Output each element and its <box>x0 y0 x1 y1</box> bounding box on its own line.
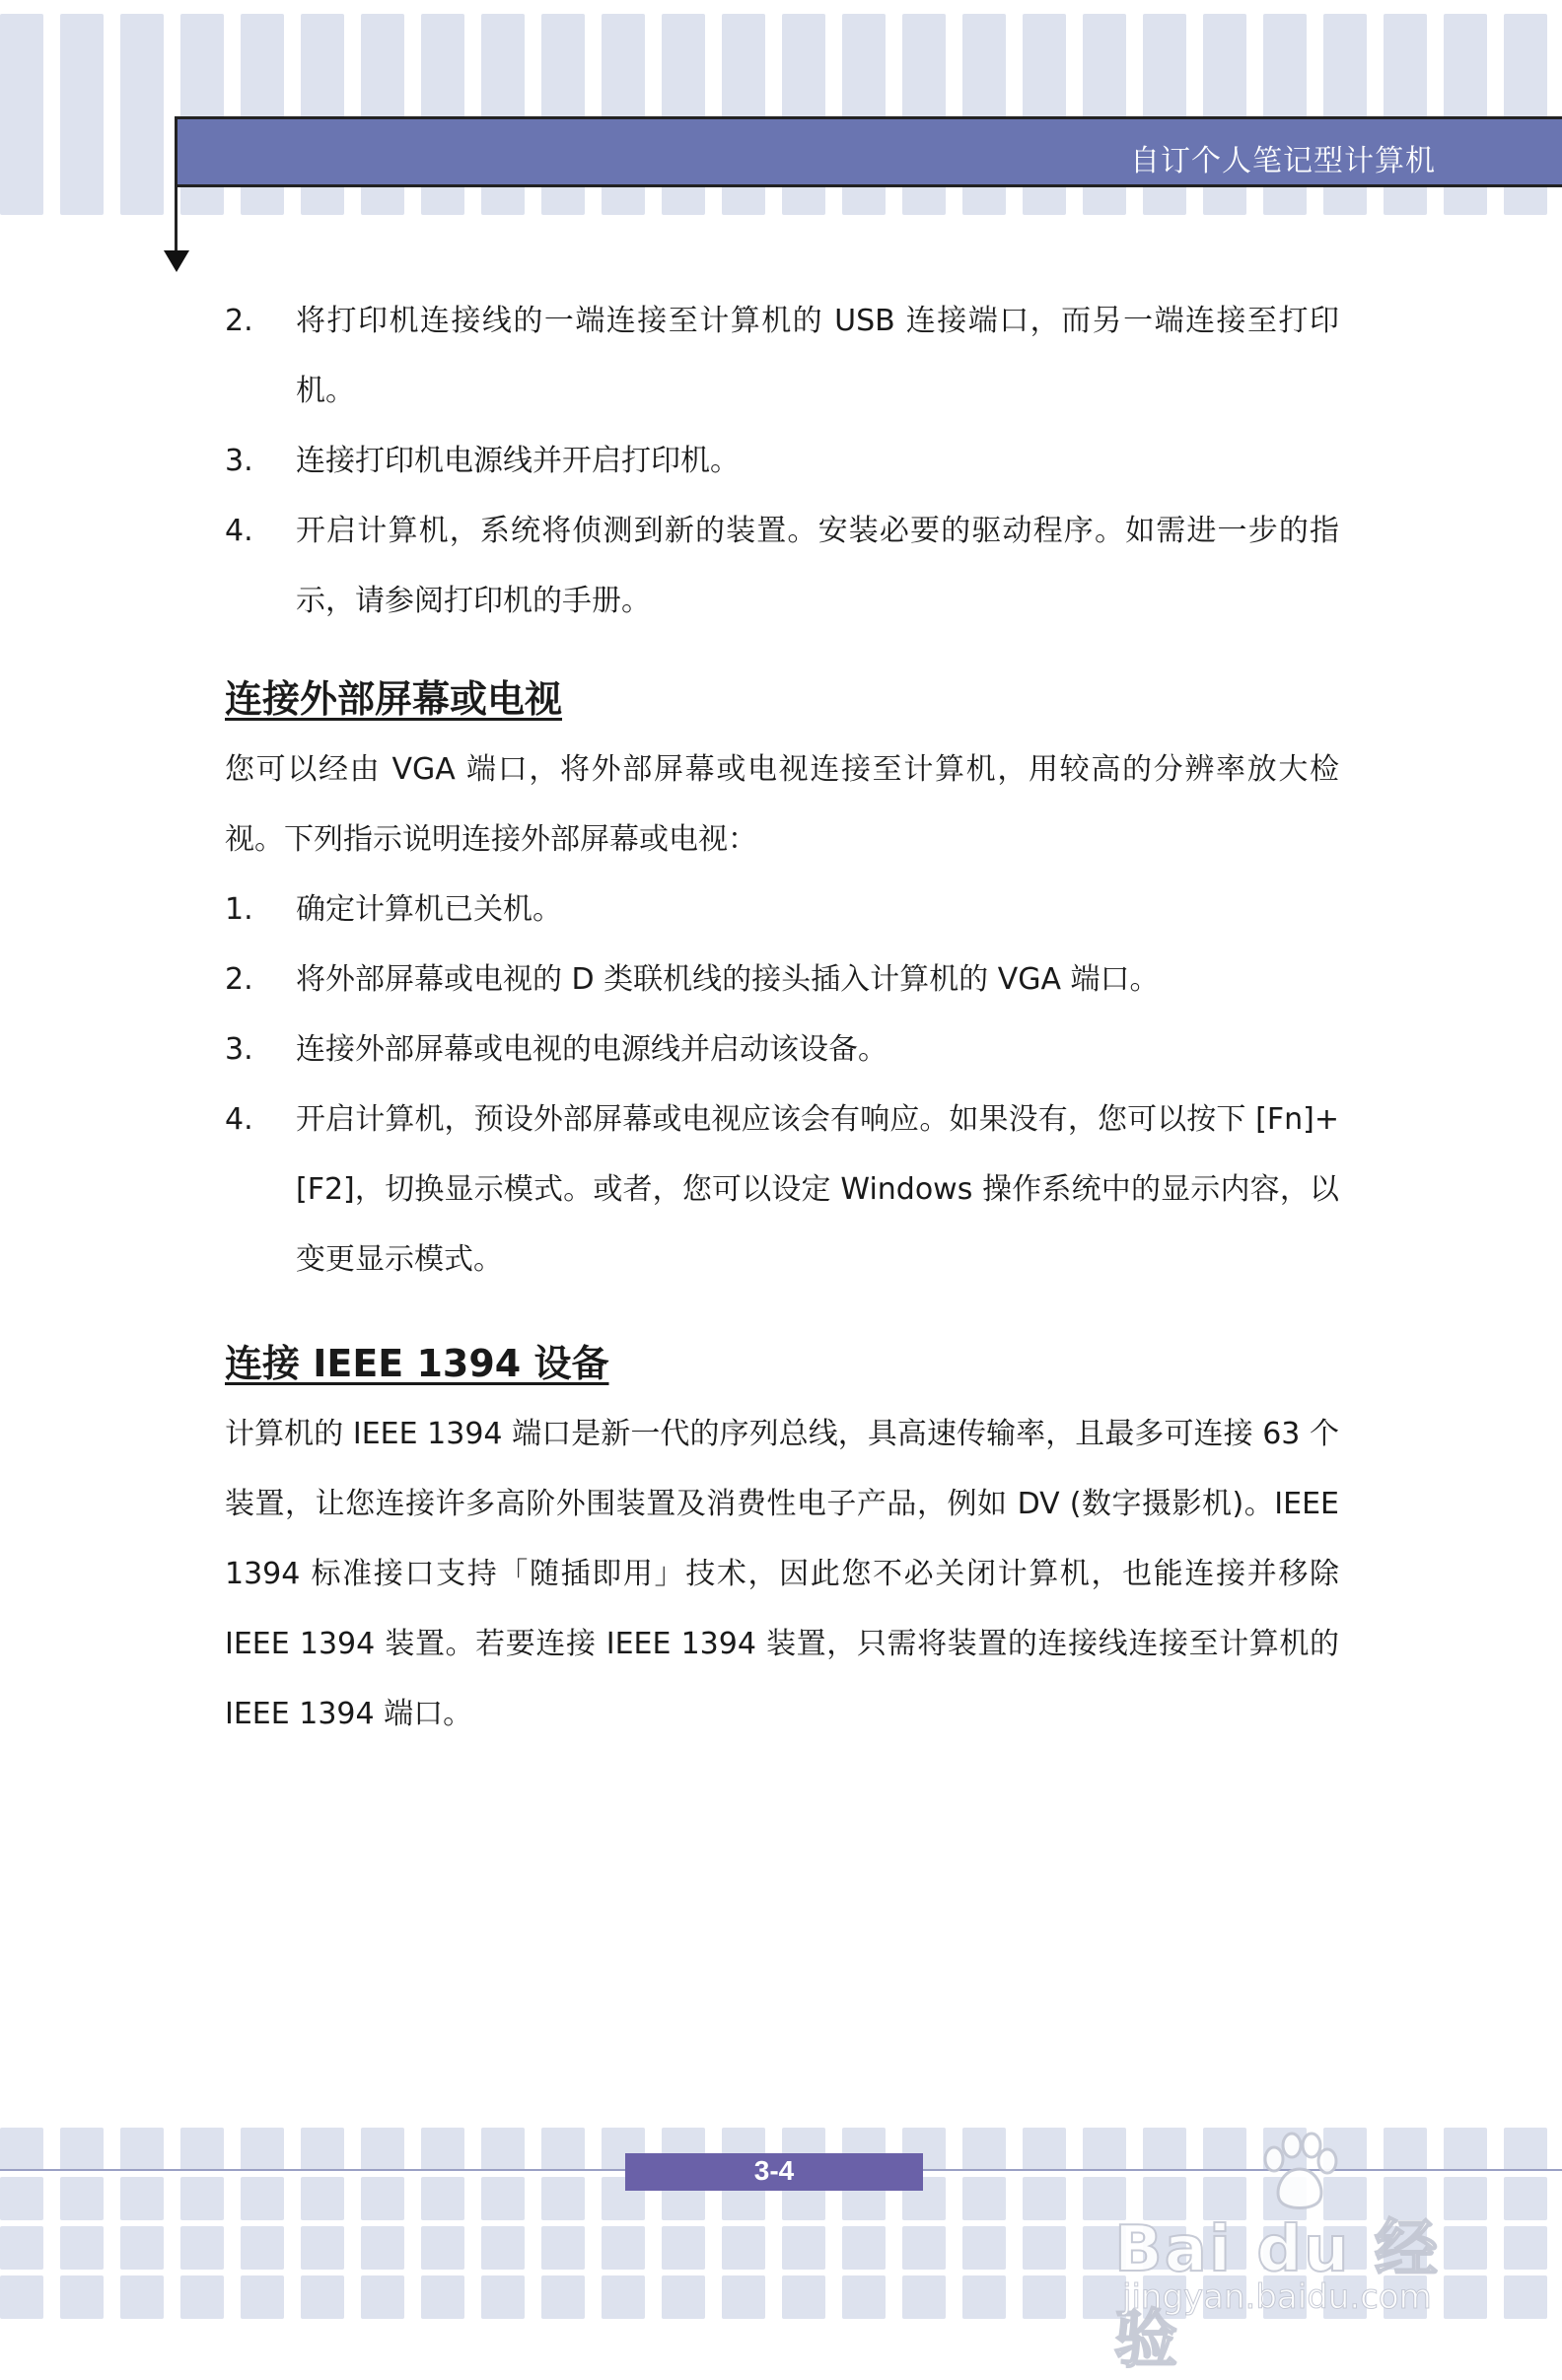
decorative-tile <box>1504 2177 1547 2220</box>
decorative-tile <box>180 2226 224 2270</box>
decorative-tile <box>481 14 525 57</box>
decorative-tile <box>361 2275 404 2319</box>
decorative-tile <box>1504 53 1547 97</box>
decorative-tile <box>1023 14 1066 57</box>
decorative-tile <box>782 53 825 97</box>
decorative-tile <box>782 2226 825 2270</box>
decorative-tile <box>481 2177 525 2220</box>
decorative-tile <box>241 2177 284 2220</box>
decorative-tile <box>541 2128 585 2171</box>
decorative-tile <box>962 2177 1006 2220</box>
decorative-tile <box>962 14 1006 57</box>
decorative-tile <box>241 2128 284 2171</box>
decorative-tile <box>60 2275 104 2319</box>
baidu-watermark <box>1095 2130 1489 2377</box>
decorative-tile <box>1023 2275 1066 2319</box>
section-heading-monitor: 连接外部屏幕或电视 <box>225 677 563 721</box>
decorative-tile <box>722 14 765 57</box>
decorative-tile <box>0 53 43 97</box>
decorative-tile <box>421 2128 464 2171</box>
step-number: 3. <box>225 444 253 478</box>
decorative-tile <box>1023 53 1066 97</box>
decorative-tile <box>1323 14 1367 57</box>
step-text: 开启计算机，预设外部屏幕或电视应该会有响应。如果没有，您可以按下 [Fn]+[F2]，切换显示模式。或者，您可以设定 Windows 操作系统中的显示内容，以变更显示模式。 <box>296 1102 1339 1277</box>
ieee1394-body: 计算机的 IEEE 1394 端口是新一代的序列总线，具高速传输率，且最多可连接 63 个装置，让您连接许多高阶外围装置及消费性电子产品，例如 DV (数字摄影机)。IEEE 1394 标准接口支持「随插即用」技术，因此您不必关闭计算机，也能连接并移除 IEEE 1394 装置。若要连接 IEEE 1394 装置，只需将装置的连接线连接至计算机的 IEEE 1394 端口。 <box>225 1417 1339 1731</box>
decorative-tile <box>0 2226 43 2270</box>
decorative-tile <box>301 2177 344 2220</box>
decorative-tile <box>662 53 705 97</box>
decorative-tile <box>1504 14 1547 57</box>
decorative-tile <box>0 93 43 136</box>
list-item <box>225 945 1339 1015</box>
step-text: 确定计算机已关机。 <box>296 892 562 927</box>
decorative-tile <box>1504 2226 1547 2270</box>
decorative-tile <box>180 53 224 97</box>
decorative-tile <box>120 53 164 97</box>
step-text: 将外部屏幕或电视的 D 类联机线的接头插入计算机的 VGA 端口。 <box>296 962 1160 997</box>
decorative-tile <box>120 93 164 136</box>
decorative-tile <box>602 2226 645 2270</box>
decorative-tile <box>1083 14 1126 57</box>
page-content <box>225 286 1339 1749</box>
decorative-tile <box>421 14 464 57</box>
decorative-tile <box>0 2128 43 2171</box>
decorative-tile <box>1323 53 1367 97</box>
decorative-tile <box>1263 14 1307 57</box>
decorative-tile <box>541 2177 585 2220</box>
decorative-tile <box>180 2177 224 2220</box>
watermark-brand: Bai du 经验 <box>1114 2213 1440 2377</box>
decorative-tile <box>361 2128 404 2171</box>
decorative-tile <box>1143 53 1186 97</box>
step-text: 开启计算机，系统将侦测到新的装置。安装必要的驱动程序。如需进一步的指示，请参阅打印机的手册。 <box>296 514 1339 618</box>
decorative-tile <box>481 2128 525 2171</box>
decorative-tile <box>421 2177 464 2220</box>
decorative-tile <box>1504 2128 1547 2171</box>
decorative-tile <box>541 2226 585 2270</box>
decorative-tile <box>301 14 344 57</box>
decorative-tile <box>421 2275 464 2319</box>
header-title: 自订个人笔记型计算机 <box>1130 144 1436 178</box>
decorative-tile <box>782 2275 825 2319</box>
decorative-tile <box>962 2275 1006 2319</box>
decorative-tile <box>842 2226 886 2270</box>
decorative-tile <box>0 14 43 57</box>
down-arrow-icon <box>164 250 189 272</box>
decorative-tile <box>361 2226 404 2270</box>
decorative-tile <box>962 53 1006 97</box>
decorative-tile <box>1504 2275 1547 2319</box>
decorative-tile <box>481 53 525 97</box>
decorative-tile <box>120 2275 164 2319</box>
decorative-tile <box>842 53 886 97</box>
decorative-tile <box>541 14 585 57</box>
decorative-tile <box>60 93 104 136</box>
decorative-tile <box>301 2275 344 2319</box>
decorative-tile <box>0 2275 43 2319</box>
decorative-tile <box>1023 2177 1066 2220</box>
decorative-tile <box>1384 53 1427 97</box>
decorative-tile <box>1083 53 1126 97</box>
decorative-tile <box>481 2226 525 2270</box>
step-number: 2. <box>225 962 253 997</box>
list-item <box>225 1015 1339 1085</box>
decorative-tile <box>541 53 585 97</box>
monitor-intro: 您可以经由 VGA 端口，将外部屏幕或电视连接至计算机，用较高的分辨率放大检视。下列指示说明连接外部屏幕或电视： <box>225 752 1339 857</box>
decorative-tile <box>0 132 43 175</box>
printer-steps <box>225 286 1339 636</box>
decorative-tile <box>60 132 104 175</box>
decorative-tile <box>301 2226 344 2270</box>
decorative-tile <box>602 53 645 97</box>
decorative-tile <box>60 14 104 57</box>
decorative-tile <box>782 14 825 57</box>
decorative-tile <box>120 14 164 57</box>
decorative-tile <box>902 53 946 97</box>
decorative-tile <box>180 14 224 57</box>
decorative-tile <box>60 2177 104 2220</box>
step-number: 1. <box>225 892 253 927</box>
decorative-tile <box>301 2128 344 2171</box>
list-item <box>225 286 1339 426</box>
decorative-tile <box>722 2275 765 2319</box>
decorative-tile <box>902 2226 946 2270</box>
decorative-tile <box>1203 14 1246 57</box>
monitor-steps <box>225 875 1339 1295</box>
decorative-tile <box>361 53 404 97</box>
decorative-tile <box>421 53 464 97</box>
decorative-tile <box>481 2275 525 2319</box>
decorative-tile <box>662 14 705 57</box>
decorative-tile <box>602 14 645 57</box>
decorative-tile <box>662 2226 705 2270</box>
decorative-tile <box>120 132 164 175</box>
decorative-tile <box>1444 14 1487 57</box>
decorative-tile <box>0 2177 43 2220</box>
decorative-tile <box>722 53 765 97</box>
decorative-tile <box>241 2275 284 2319</box>
decorative-tile <box>241 53 284 97</box>
decorative-tile <box>842 2275 886 2319</box>
decorative-tile <box>361 14 404 57</box>
decorative-tile <box>541 2275 585 2319</box>
decorative-tile <box>1444 53 1487 97</box>
step-text: 连接打印机电源线并开启打印机。 <box>296 444 740 478</box>
step-number: 4. <box>225 514 253 548</box>
decorative-tile <box>1143 14 1186 57</box>
decorative-tile <box>60 172 104 215</box>
decorative-tile <box>241 14 284 57</box>
decorative-tile <box>60 53 104 97</box>
decorative-tile <box>180 2128 224 2171</box>
decorative-tile <box>842 14 886 57</box>
watermark-url: jingyan.baidu.com <box>1122 2277 1432 2317</box>
page-number-box <box>625 2153 923 2191</box>
decorative-tile <box>722 2226 765 2270</box>
decorative-tile <box>120 2128 164 2171</box>
decorative-tile <box>1203 53 1246 97</box>
step-number: 4. <box>225 1102 253 1137</box>
decorative-tile <box>962 2226 1006 2270</box>
decorative-tile <box>1263 53 1307 97</box>
section-heading-ieee1394: 连接 IEEE 1394 设备 <box>225 1342 609 1385</box>
decorative-tile <box>60 2128 104 2171</box>
decorative-tile <box>180 2275 224 2319</box>
decorative-tile <box>120 2177 164 2220</box>
decorative-tile <box>1023 2226 1066 2270</box>
step-text: 连接外部屏幕或电视的电源线并启动该设备。 <box>296 1032 888 1067</box>
decorative-tile <box>902 2275 946 2319</box>
decorative-tile <box>421 2226 464 2270</box>
list-item <box>225 875 1339 945</box>
decorative-tile <box>1384 14 1427 57</box>
step-text: 将打印机连接线的一端连接至计算机的 USB 连接端口，而另一端连接至打印机。 <box>296 304 1339 408</box>
decorative-tile <box>962 2128 1006 2171</box>
header-vertical-line <box>175 116 178 254</box>
step-number: 2. <box>225 304 253 338</box>
decorative-tile <box>602 2275 645 2319</box>
decorative-tile <box>60 2226 104 2270</box>
page-number: 3-4 <box>753 2155 795 2186</box>
header-band <box>176 116 1562 187</box>
list-item <box>225 426 1339 496</box>
list-item <box>225 496 1339 636</box>
decorative-tile <box>241 2226 284 2270</box>
decorative-tile <box>120 2226 164 2270</box>
list-item <box>225 1085 1339 1295</box>
decorative-tile <box>0 172 43 215</box>
decorative-tile <box>301 53 344 97</box>
decorative-tile <box>120 172 164 215</box>
decorative-tile <box>1023 2128 1066 2171</box>
decorative-tile <box>662 2275 705 2319</box>
step-number: 3. <box>225 1032 253 1067</box>
decorative-tile <box>902 14 946 57</box>
decorative-tile <box>361 2177 404 2220</box>
